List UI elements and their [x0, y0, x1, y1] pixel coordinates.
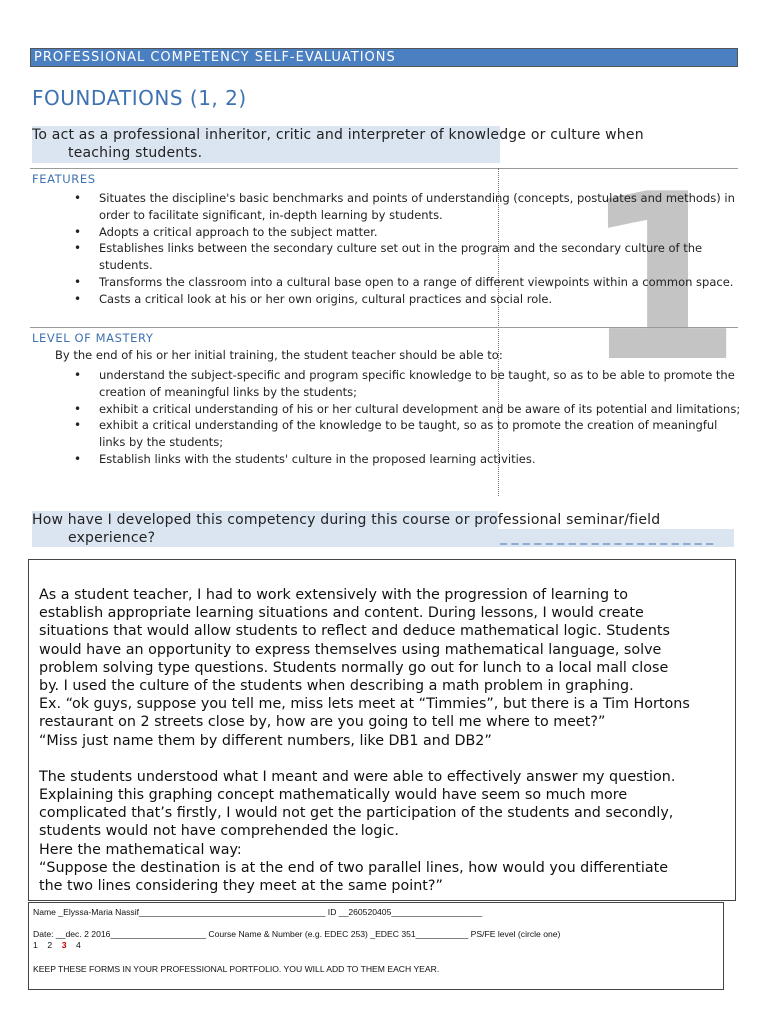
list-item: • Casts a critical look at his or her own origins, cultural practices and social role. [64, 291, 744, 308]
answer-line: Here the mathematical way: [39, 841, 242, 858]
date-course-field[interactable]: Date: __dec. 2 2016____________________ Course Name & Number (e.g. EDEC 253) _EDEC 351___________ PS/FE level (circle one) [33, 929, 561, 939]
answer-box[interactable] [28, 559, 736, 901]
answer-line: Ex. “ok guys, suppose you tell me, miss lets meet at “Timmies”, but there is a Tim Hortons [39, 696, 690, 713]
answer-underline: _ _ _ _ _ _ _ _ _ _ _ _ _ _ _ _ _ _ _ [500, 529, 714, 545]
list-item: • Adopts a critical approach to the subject matter. [64, 224, 744, 241]
student-info-form [28, 902, 724, 990]
features-label: FEATURES [32, 172, 96, 186]
level-option[interactable]: 1 [33, 940, 38, 950]
answer-line: would have an opportunity to express themselves using mathematical language, solve [39, 641, 662, 658]
answer-line: restaurant on 2 streets close by, how are you going to tell me where to meet?” [39, 714, 606, 731]
mastery-lead: By the end of his or her initial training, the student teacher should be able to: [55, 348, 503, 362]
list-item: • exhibit a critical understanding of the knowledge to be taught, so as to promote the creation of meaningful links by the students; [64, 417, 744, 451]
level-option[interactable]: 2 [47, 940, 53, 950]
answer-line: problem solving type questions. Students normally go out for lunch to a local mall close [39, 659, 669, 676]
answer-line: by. I used the culture of the students when describing a math problem in graphing. [39, 678, 634, 695]
answer-line: establish appropriate learning situations and content. During lessons, I would create [39, 605, 644, 622]
answer-line: complicated that’s firstly, I would not get the participation of the students and secondly, [39, 805, 674, 822]
mastery-list [64, 367, 744, 468]
answer-line: students would not have comprehended the logic. [39, 823, 399, 840]
statement-line-1: To act as a professional inheritor, critic and interpreter of knowledge or culture when [32, 127, 644, 143]
question-line-1: How have I developed this competency during this course or professional seminar/field [32, 512, 661, 528]
page-banner: PROFESSIONAL COMPETENCY SELF-EVALUATIONS [30, 48, 738, 67]
answer-line: “Miss just name them by different numbers, like DB1 and DB2” [39, 732, 492, 749]
answer-line: “Suppose the destination is at the end of two parallel lines, how would you differentiate [39, 859, 669, 876]
features-list [64, 190, 744, 308]
portfolio-note: KEEP THESE FORMS IN YOUR PROFESSIONAL PORTFOLIO. YOU WILL ADD TO THEM EACH YEAR. [33, 964, 440, 974]
level-option-selected[interactable]: 3 [61, 940, 67, 950]
level-options [33, 940, 81, 950]
answer-line: As a student teacher, I had to work extensively with the progression of learning to [39, 587, 628, 603]
name-id-field[interactable]: Name _Elyssa-Maria Nassif_______________________________________ ID __260520405___________________ [33, 907, 483, 917]
mastery-label: LEVEL OF MASTERY [32, 331, 154, 345]
answer-line: The students understood what I meant and were able to effectively answer my question. [39, 768, 676, 785]
list-item: • exhibit a critical understanding of his or her cultural development and be aware of its potential and limitations; [64, 401, 744, 418]
list-item: • Establish links with the students' culture in the proposed learning activities. [64, 451, 744, 468]
answer-line: the two lines considering they meet at the same point?” [39, 878, 443, 895]
statement-line-2: teaching students. [68, 145, 203, 161]
question-line-2: experience? [68, 530, 156, 546]
answer-line: situations that would allow students to reflect and deduce mathematical logic. Students [39, 623, 670, 640]
list-item: • understand the subject-specific and program specific knowledge to be taught, so as to be able to promote the creation of meaningful links by the students; [64, 367, 744, 401]
answer-paragraph-1 [39, 586, 725, 750]
answer-line: Explaining this graphing concept mathematically would have seem so much more [39, 787, 628, 804]
level-option[interactable]: 4 [76, 940, 81, 950]
divider-mastery [30, 327, 738, 328]
list-item: • Situates the discipline's basic benchmarks and points of understanding (concepts, postulates and methods) in order to facilitate significant, in-depth learning by students. [64, 190, 744, 224]
list-item: • Establishes links between the secondary culture set out in the program and the secondary culture of the students. [64, 240, 744, 274]
competency-number: 1 [582, 146, 743, 413]
list-item: • Transforms the classroom into a cultural base open to a range of different viewpoints within a common space. [64, 274, 744, 291]
section-title: FOUNDATIONS (1, 2) [32, 86, 247, 110]
answer-paragraph-2 [39, 768, 725, 895]
